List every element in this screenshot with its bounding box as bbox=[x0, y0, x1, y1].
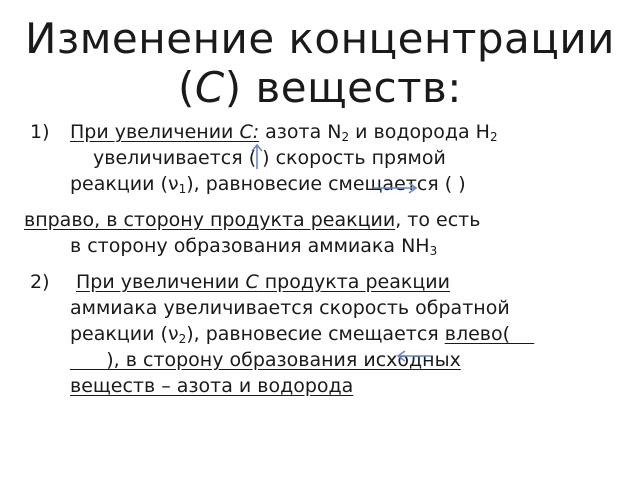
arrow-up-icon bbox=[250, 142, 264, 170]
item-2-c-symbol: С bbox=[245, 271, 259, 293]
item-2-line-2: аммиака увеличивается скорость обратной bbox=[70, 297, 510, 319]
item-2-line-5 bbox=[70, 374, 353, 398]
item-2-rate-sub: 2 bbox=[178, 332, 187, 346]
item-1-hydrogen: и водорода H bbox=[349, 121, 490, 143]
item-1-line-5 bbox=[70, 234, 437, 258]
item-1-ammonia-sub: 3 bbox=[429, 244, 438, 258]
item-1-line-2: увеличивается ( ) скорость прямой bbox=[93, 147, 446, 169]
item-1-hydrogen-sub: 2 bbox=[489, 130, 498, 144]
item-1-equilibrium: ), равновесие смещается ( ) bbox=[186, 173, 466, 195]
arrow-left-icon bbox=[396, 350, 432, 362]
item-1-increase-label: При увеличении bbox=[70, 121, 240, 143]
title-substances: ) веществ: bbox=[224, 63, 462, 112]
item-1-nitrogen: азота N bbox=[259, 121, 342, 143]
item-2-line-1 bbox=[76, 270, 450, 294]
item-1-nitrogen-sub: 2 bbox=[341, 130, 350, 144]
item-2-towards-reactants: ), в сторону образования исходных bbox=[70, 349, 461, 371]
item-2-line-3 bbox=[70, 322, 534, 346]
item-1-ammonia: в сторону образования аммиака NH bbox=[70, 235, 430, 257]
item-1-line-1 bbox=[70, 120, 498, 144]
item-2-product: продукта реакции bbox=[258, 271, 450, 293]
item-2-equilibrium: ), равновесие смещается bbox=[186, 323, 445, 345]
item-2-number: 2) bbox=[30, 271, 50, 293]
item-1-number: 1) bbox=[30, 121, 50, 143]
item-1-c-symbol: С: bbox=[239, 121, 260, 143]
arrow-right-icon bbox=[372, 182, 418, 194]
item-2-nitrogen-hydrogen: веществ – азота и водорода bbox=[70, 375, 354, 397]
item-2-reaction-rate: реакции (ν bbox=[70, 323, 179, 345]
item-1-that-is: , то есть bbox=[395, 209, 481, 231]
item-1-right-direction: вправо, в сторону продукта реакции bbox=[24, 209, 396, 231]
title-line-2 bbox=[0, 62, 640, 114]
item-1-reaction-rate: реакции (ν bbox=[70, 173, 179, 195]
title-concentration-symbol: С bbox=[194, 63, 225, 112]
title-line-1: Изменение концентрации bbox=[25, 14, 615, 63]
item-2-increase-label: При увеличении bbox=[76, 271, 246, 293]
item-1-rate-sub: 1 bbox=[178, 182, 187, 196]
item-1-line-4 bbox=[24, 208, 480, 232]
title-paren-open: ( bbox=[178, 63, 195, 112]
item-2-left-direction: влево( bbox=[444, 323, 535, 345]
